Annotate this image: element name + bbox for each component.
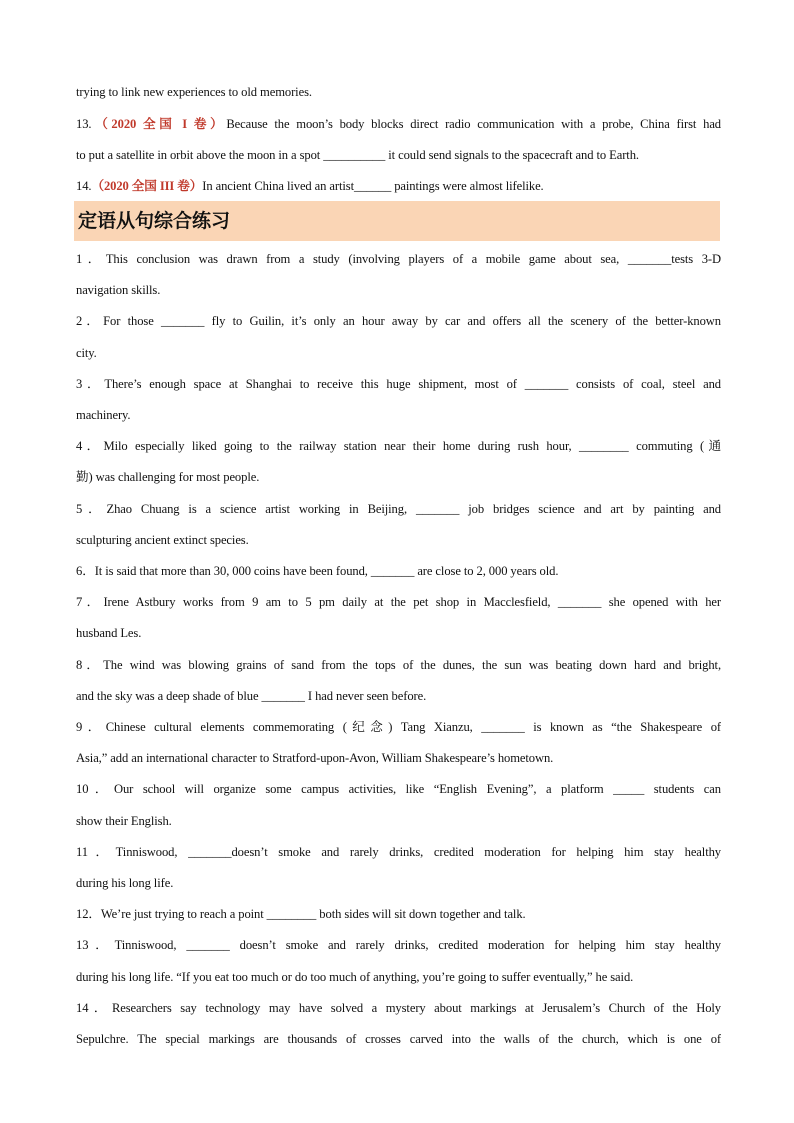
exercise-line: navigation skills. (76, 283, 161, 298)
exercise-line: city. (76, 345, 97, 360)
exercise-line: 4．Milo especially liked going to the railway station near their home during rush hour, ________ commuting (通 (76, 439, 721, 454)
text-line-intro: trying to link new experiences to old memories. (76, 85, 312, 99)
exercise-line: 12．We’re just trying to reach a point ________ both sides will sit down together and talk. (76, 907, 526, 922)
exercise-line: 勤) was challenging for most people. (76, 470, 260, 485)
exercise-line: Sepulchre. The special markings are thousands of crosses carved into the walls of the church, which is one of (76, 1032, 721, 1046)
exercise-line: 5．Zhao Chuang is a science artist working in Beijing, _______ job bridges science and art by painting and (76, 501, 721, 516)
exercise-line: husband Les. (76, 626, 142, 641)
exercise-line: 8．The wind was blowing grains of sand from the tops of the dunes, the sun was beating down hard and bright, (76, 657, 721, 672)
exercise-line: 7．Irene Astbury works from 9 am to 5 pm daily at the pet shop in Macclesfield, _______ she opened with her (76, 595, 721, 610)
exercise-line: during his long life. (76, 876, 174, 890)
text-line-q14: 14.（2020 全国 III 卷）In ancient China lived an artist______ paintings were almost lifelike. (76, 179, 544, 193)
exercise-line: 2．For those _______ fly to Guilin, it’s only an hour away by car and offers all the scenery of the better-known (76, 314, 721, 329)
exercise-line: and the sky was a deep shade of blue _______ I had never seen before. (76, 688, 427, 703)
exercise-line: sculpturing ancient extinct species. (76, 532, 249, 547)
source-label: （2020 全国 III 卷） (91, 179, 203, 193)
exercise-line: machinery. (76, 408, 131, 422)
exercise-line: 10．Our school will organize some campus activities, like “English Evening”, a platform _____ students can (76, 782, 721, 797)
exercise-line: 3．There’s enough space at Shanghai to receive this huge shipment, most of _______ consists of coal, steel and (76, 376, 721, 391)
text-line-q13: 13.（2020 全国 I 卷）Because the moon’s body blocks direct radio communication with a probe, China first had (76, 117, 721, 131)
section-title: 定语从句综合练习 (78, 210, 231, 232)
text-line-q13-cont: to put a satellite in orbit above the moon in a spot __________ it could send signals to the spacecraft and to Earth. (76, 148, 639, 162)
exercise-line: 14．Researchers say technology may have solved a mystery about markings at Jerusalem’s Church of the Holy (76, 1000, 721, 1015)
exercise-line: 13．Tinniswood, _______ doesn’t smoke and rarely drinks, credited moderation for helping him stay healthy (76, 938, 721, 953)
exercise-line: Asia,” add an international character to Stratford-upon-Avon, William Shakespeare’s hometown. (76, 751, 554, 766)
source-label: （2020 全国 I 卷） (91, 117, 227, 131)
section-header (74, 201, 720, 241)
exercise-line: during his long life. “If you eat too much or do too much of anything, you’re going to suffer eventually,” he said. (76, 969, 634, 984)
exercise-line: 11．Tinniswood, _______doesn’t smoke and rarely drinks, credited moderation for helping him stay healthy (76, 844, 721, 859)
exercise-line: show their English. (76, 813, 172, 828)
exercise-line: 9．Chinese cultural elements commemorating (纪念) Tang Xianzu, _______ is known as “the Shakespeare of (76, 720, 721, 734)
exercise-line: 6．It is said that more than 30, 000 coins have been found, _______ are close to 2, 000 years old. (76, 564, 559, 578)
exercise-line: 1．This conclusion was drawn from a study (involving players of a mobile game about sea, _______tests 3-D (76, 252, 721, 266)
